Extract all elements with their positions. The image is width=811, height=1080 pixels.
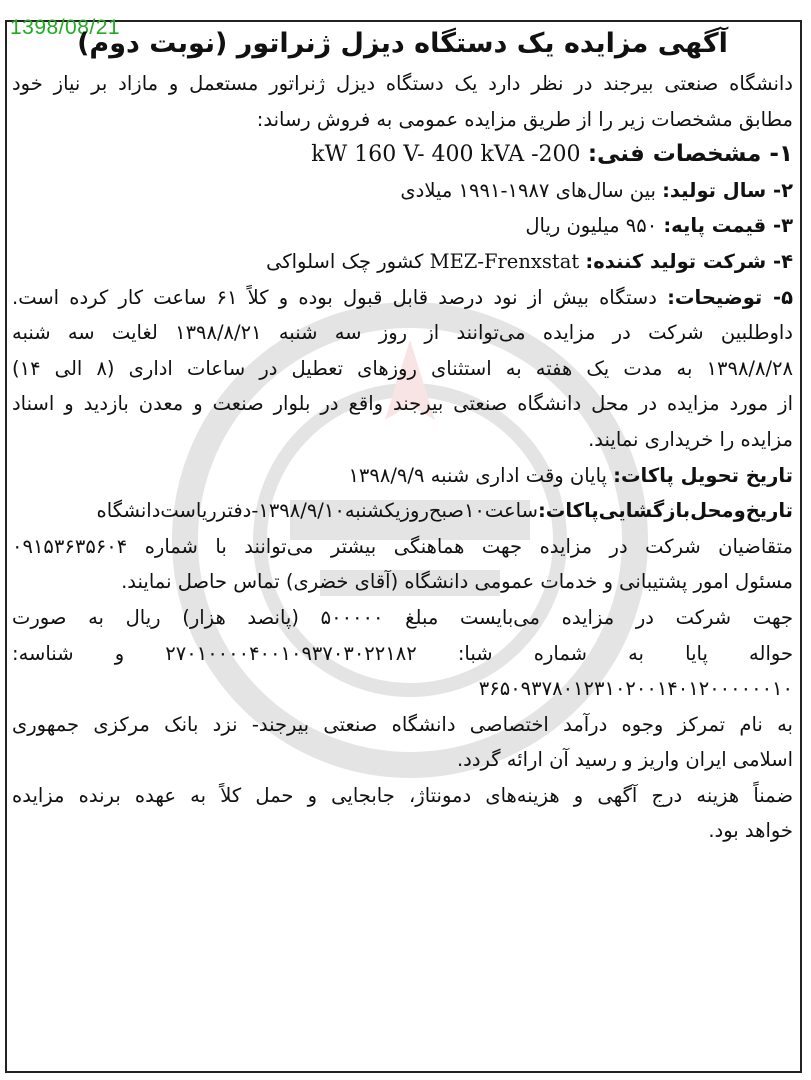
publication-date-stamp: 1398/08/21 xyxy=(10,16,121,39)
opening-row xyxy=(12,493,793,529)
notes-row xyxy=(12,280,793,316)
payment-line-1: جهت شرکت در مزایده می‌بایست مبلغ ۵۰۰۰۰۰ (پانصد هزار) ریال به صورت xyxy=(12,605,793,629)
ad-title: آگهی مزایده یک دستگاه دیزل ژنراتور (نوبت دوم) xyxy=(77,28,728,59)
spec-label: ۱- مشخصات فنی: xyxy=(587,141,793,168)
intro-line-2: مطابق مشخصات زیر را از طریق مزایده عمومی به فروش رساند: xyxy=(256,107,793,131)
payment-line-2: حواله پایا به شماره شبا: ۲۷۰۱۰۰۰۰۴۰۰۱۰۹۳۷۰۳۰۲۲۱۸۲ و شناسه: xyxy=(12,641,794,665)
payment-line-3: ۳۶۵۰۹۳۷۸۰۱۲۳۱۰۲۰۰۱۴۰۱۲۰۰۰۰۰۰۱۰ xyxy=(478,677,793,701)
notes-label: ۵- توضیحات: xyxy=(667,285,794,309)
intro-line-1: دانشگاه صنعتی بیرجند در نظر دارد یک دستگاه دیزل ژنراتور مستعمل و مازاد بر نیاز خود xyxy=(12,72,793,95)
opening-label: تاریخ‌ومحل‌بازگشایی‌پاکات: xyxy=(537,499,793,523)
spec-row xyxy=(12,137,793,173)
opening-value: ساعت۱۰صبح‌روزیکشنبه۱۳۹۸/۹/۱۰-دفترریاست‌دانشگاه xyxy=(96,499,538,523)
year-label: ۲- سال تولید: xyxy=(662,178,793,202)
ad-document xyxy=(12,22,793,849)
visit-line-1: داوطلبین شرکت در مزایده می‌توانند از روز سه شنبه ۱۳۹۸/۸/۲۱ لغایت سه شنبه xyxy=(12,321,793,345)
contact-line-1: متقاضیان شرکت در مزایده جهت هماهنگی بیشتر می‌توانند با شماره ۰۹۱۵۳۶۳۵۶۰۴ xyxy=(12,534,793,558)
maker-country: کشور چک اسلواکی xyxy=(266,249,424,273)
payment-line-5: اسلامی ایران واریز و رسید آن ارائه گردد. xyxy=(456,748,793,772)
maker-row xyxy=(12,244,793,280)
year-row xyxy=(12,173,793,209)
price-value: ۹۵۰ میلیون ریال xyxy=(525,214,658,238)
delivery-row xyxy=(12,458,793,494)
delivery-label: تاریخ تحویل پاکات: xyxy=(613,463,793,487)
spec-value: kW 160 V- 400 kVA -200 xyxy=(311,142,581,168)
payment-line-4: به نام تمرکز وجوه درآمد اختصاصی دانشگاه صنعتی بیرجند- نزد بانک مرکزی جمهوری xyxy=(12,712,793,736)
visit-line-4: مزایده را خریداری نمایند. xyxy=(588,427,793,451)
visit-line-2: ۱۳۹۸/۸/۲۸ به مدت یک هفته به استثنای روزهای تعطیل در ساعات اداری (۸ الی ۱۴) xyxy=(12,356,793,380)
price-row xyxy=(12,208,793,244)
delivery-value: پایان وقت اداری شنبه ۱۳۹۸/۹/۹ xyxy=(348,463,607,487)
notes-value: دستگاه بیش از نود درصد قابل قبول بوده و کلاً ۶۱ ساعت کار کرده است. xyxy=(12,285,657,309)
visit-line-3: از مورد مزایده در محل دانشگاه صنعتی بیرجند واقع در بلوار صنعت و معدن بازدید و اسناد xyxy=(12,392,793,416)
maker-label: ۴- شرکت تولید کننده: xyxy=(585,249,793,273)
maker-name: MEZ-Frenxstat xyxy=(429,249,580,273)
footer-line-2: خواهد بود. xyxy=(708,819,793,843)
footer-line-1: ضمناً هزینه درج آگهی و هزینه‌های دمونتاژ، جابجایی و حمل کلاً به عهده برنده مزایده xyxy=(12,783,793,807)
year-value: بین سال‌های ۱۹۸۷-۱۹۹۱ میلادی xyxy=(400,178,656,202)
price-label: ۳- قیمت پایه: xyxy=(663,214,793,238)
contact-line-2: مسئول امور پشتیبانی و خدمات عمومی دانشگاه (آقای خضری) تماس حاصل نمایند. xyxy=(121,570,793,594)
